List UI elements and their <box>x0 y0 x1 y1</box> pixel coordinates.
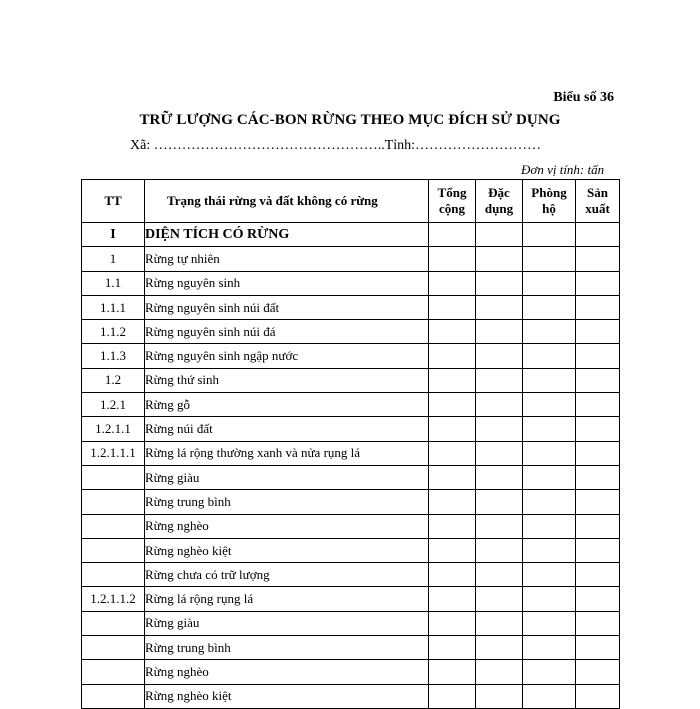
row-tt <box>82 563 145 587</box>
special-use-cell <box>476 320 523 344</box>
table-row <box>82 271 620 295</box>
special-use-cell <box>476 417 523 441</box>
protection-cell <box>523 417 576 441</box>
total-cell <box>429 417 476 441</box>
protection-cell <box>523 295 576 319</box>
protection-cell <box>523 587 576 611</box>
protection-cell <box>523 684 576 708</box>
location-line: Xã: …………………………………………..Tỉnh:……………………… <box>130 138 542 153</box>
table-row <box>82 587 620 611</box>
row-name: Rừng nghèo kiệt <box>145 538 429 562</box>
row-tt: 1.2.1 <box>82 393 145 417</box>
header-total <box>429 180 476 223</box>
carbon-stock-table <box>81 179 620 709</box>
table-row <box>82 660 620 684</box>
row-tt: 1.1 <box>82 271 145 295</box>
header-forest-status: Trạng thái rừng và đất không có rừng <box>145 180 429 223</box>
header-production-line2: xuất <box>585 201 610 216</box>
protection-cell <box>523 490 576 514</box>
row-name: Rừng núi đất <box>145 417 429 441</box>
row-name: DIỆN TÍCH CÓ RỪNG <box>145 223 429 247</box>
header-special-use <box>476 180 523 223</box>
total-cell <box>429 684 476 708</box>
table-row <box>82 465 620 489</box>
row-name: Rừng lá rộng thường xanh và nửa rụng lá <box>145 441 429 465</box>
total-cell <box>429 465 476 489</box>
protection-cell <box>523 563 576 587</box>
protection-cell <box>523 465 576 489</box>
page-title: TRỮ LƯỢNG CÁC-BON RỪNG THEO MỤC ĐÍCH SỬ DỤNG <box>139 112 561 128</box>
total-cell <box>429 538 476 562</box>
row-tt <box>82 490 145 514</box>
header-protection-line2: hộ <box>542 201 556 216</box>
table-row <box>82 344 620 368</box>
row-name: Rừng nguyên sinh núi đất <box>145 295 429 319</box>
table-row <box>82 247 620 271</box>
row-tt: 1.2 <box>82 368 145 392</box>
production-cell <box>576 295 620 319</box>
special-use-cell <box>476 587 523 611</box>
production-cell <box>576 611 620 635</box>
total-cell <box>429 393 476 417</box>
special-use-cell <box>476 295 523 319</box>
total-cell <box>429 563 476 587</box>
table-row <box>82 441 620 465</box>
protection-cell <box>523 660 576 684</box>
special-use-cell <box>476 490 523 514</box>
table-row <box>82 320 620 344</box>
protection-cell <box>523 344 576 368</box>
row-name: Rừng giàu <box>145 465 429 489</box>
table-row <box>82 417 620 441</box>
total-cell <box>429 368 476 392</box>
special-use-cell <box>476 465 523 489</box>
production-cell <box>576 368 620 392</box>
special-use-cell <box>476 393 523 417</box>
header-total-line2: cộng <box>439 201 465 216</box>
header-production <box>576 180 620 223</box>
table-row <box>82 611 620 635</box>
table-row <box>82 538 620 562</box>
production-cell <box>576 320 620 344</box>
row-name: Rừng nguyên sinh núi đá <box>145 320 429 344</box>
protection-cell <box>523 393 576 417</box>
total-cell <box>429 271 476 295</box>
row-name: Rừng thứ sinh <box>145 368 429 392</box>
total-cell <box>429 295 476 319</box>
special-use-cell <box>476 344 523 368</box>
special-use-cell <box>476 563 523 587</box>
table-row <box>82 636 620 660</box>
header-total-line1: Tổng <box>437 185 467 200</box>
production-cell <box>576 490 620 514</box>
special-use-cell <box>476 247 523 271</box>
total-cell <box>429 320 476 344</box>
header-special-line1: Đặc <box>488 185 510 200</box>
row-tt: 1.2.1.1.2 <box>82 587 145 611</box>
production-cell <box>576 441 620 465</box>
row-name: Rừng nguyên sinh <box>145 271 429 295</box>
header-special-line2: dụng <box>484 201 514 216</box>
production-cell <box>576 465 620 489</box>
total-cell <box>429 247 476 271</box>
table-row <box>82 684 620 708</box>
table-row <box>82 514 620 538</box>
protection-cell <box>523 514 576 538</box>
total-cell <box>429 514 476 538</box>
table-header-row <box>82 180 620 223</box>
header-production-line1: Sản <box>587 185 608 200</box>
row-tt: 1.1.2 <box>82 320 145 344</box>
row-name: Rừng lá rộng rụng lá <box>145 587 429 611</box>
special-use-cell <box>476 660 523 684</box>
special-use-cell <box>476 368 523 392</box>
special-use-cell <box>476 514 523 538</box>
production-cell <box>576 344 620 368</box>
special-use-cell <box>476 223 523 247</box>
protection-cell <box>523 441 576 465</box>
production-cell <box>576 587 620 611</box>
table-row <box>82 490 620 514</box>
total-cell <box>429 490 476 514</box>
production-cell <box>576 684 620 708</box>
production-cell <box>576 223 620 247</box>
protection-cell <box>523 611 576 635</box>
table-row <box>82 393 620 417</box>
special-use-cell <box>476 636 523 660</box>
row-name: Rừng nghèo <box>145 660 429 684</box>
production-cell <box>576 636 620 660</box>
production-cell <box>576 417 620 441</box>
row-tt: 1.1.3 <box>82 344 145 368</box>
special-use-cell <box>476 611 523 635</box>
total-cell <box>429 441 476 465</box>
total-cell <box>429 611 476 635</box>
row-name: Rừng chưa có trữ lượng <box>145 563 429 587</box>
header-tt: TT <box>82 180 145 223</box>
production-cell <box>576 538 620 562</box>
table-row <box>82 223 620 247</box>
protection-cell <box>523 271 576 295</box>
special-use-cell <box>476 684 523 708</box>
row-tt <box>82 538 145 562</box>
header-protection-line1: Phòng <box>531 185 567 200</box>
row-tt: 1 <box>82 247 145 271</box>
production-cell <box>576 660 620 684</box>
row-name: Rừng trung bình <box>145 636 429 660</box>
row-name: Rừng nghèo kiệt <box>145 684 429 708</box>
row-name: Rừng trung bình <box>145 490 429 514</box>
production-cell <box>576 563 620 587</box>
row-name: Rừng nghèo <box>145 514 429 538</box>
special-use-cell <box>476 271 523 295</box>
special-use-cell <box>476 441 523 465</box>
total-cell <box>429 344 476 368</box>
row-name: Rừng nguyên sinh ngập nước <box>145 344 429 368</box>
production-cell <box>576 393 620 417</box>
unit-label: Đơn vị tính: tấn <box>521 162 605 177</box>
protection-cell <box>523 223 576 247</box>
row-tt: 1.1.1 <box>82 295 145 319</box>
row-tt: 1.2.1.1.1 <box>82 441 145 465</box>
row-tt <box>82 636 145 660</box>
total-cell <box>429 587 476 611</box>
row-tt <box>82 514 145 538</box>
production-cell <box>576 271 620 295</box>
protection-cell <box>523 247 576 271</box>
row-name: Rừng gỗ <box>145 393 429 417</box>
total-cell <box>429 636 476 660</box>
protection-cell <box>523 320 576 344</box>
row-tt <box>82 611 145 635</box>
table-row <box>82 295 620 319</box>
protection-cell <box>523 538 576 562</box>
special-use-cell <box>476 538 523 562</box>
row-tt <box>82 660 145 684</box>
total-cell <box>429 660 476 684</box>
production-cell <box>576 514 620 538</box>
total-cell <box>429 223 476 247</box>
form-number: Biểu số 36 <box>553 90 614 105</box>
row-tt <box>82 684 145 708</box>
row-name: Rừng tự nhiên <box>145 247 429 271</box>
protection-cell <box>523 636 576 660</box>
protection-cell <box>523 368 576 392</box>
table-row <box>82 563 620 587</box>
row-name: Rừng giàu <box>145 611 429 635</box>
table-row <box>82 368 620 392</box>
row-tt: I <box>82 223 145 247</box>
row-tt: 1.2.1.1 <box>82 417 145 441</box>
production-cell <box>576 247 620 271</box>
table-body <box>82 223 620 709</box>
row-tt <box>82 465 145 489</box>
header-protection <box>523 180 576 223</box>
